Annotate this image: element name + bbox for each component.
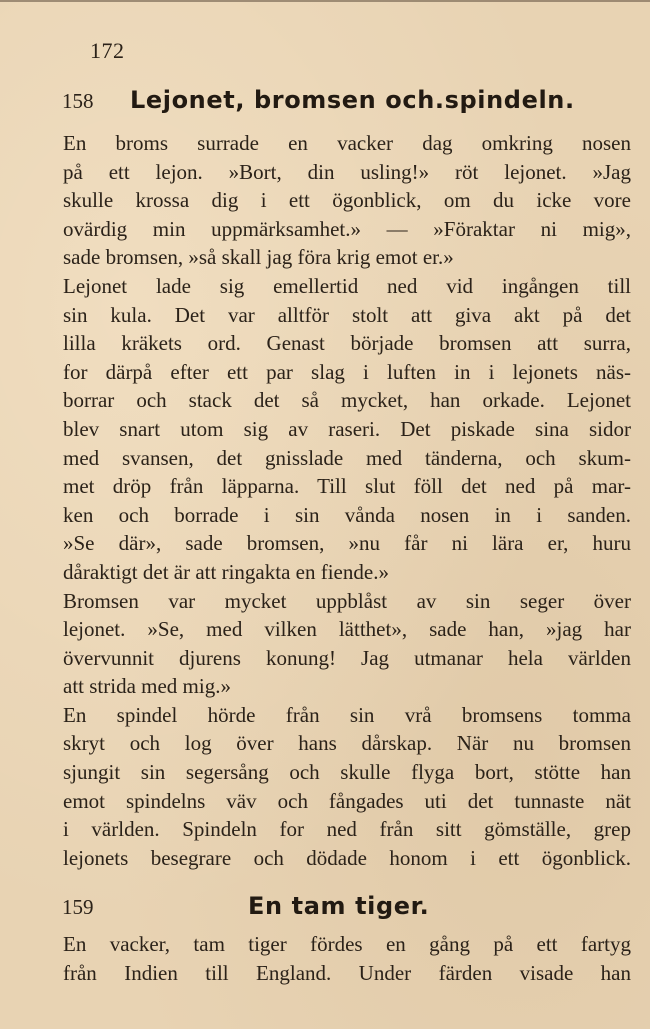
text-line: emot spindelns väv och fångades uti det tunnaste nät — [63, 788, 631, 813]
text-line: skryt och log över hans dårskap. När nu bromsen — [63, 731, 631, 756]
text-line: Bromsen var mycket uppblåst av sin seger över — [63, 588, 631, 613]
page-number: 172 — [90, 38, 125, 63]
text-line: for därpå efter ett par slag i luften in i lejonets näs- — [63, 359, 631, 384]
text-line: met dröp från läpparna. Till slut föll det ned på mar- — [63, 474, 631, 499]
text-line: borrar och stack det så mycket, han orkade. Lejonet — [63, 388, 631, 413]
section-title: En tam tiger. — [248, 892, 430, 920]
text-line: skulle krossa dig i ett ögonblick, om du icke vore — [63, 188, 631, 213]
section-heading-159 — [62, 892, 622, 920]
text-line: ken och borrade i sin vånda nosen in i sanden. — [63, 502, 631, 527]
text-line: att strida med mig.» — [63, 674, 231, 699]
text-line: lejonet. »Se, med vilken lätthet», sade han, »jag har — [63, 617, 631, 642]
section-body-158 — [63, 129, 631, 872]
text-line: En spindel hörde från sin vrå bromsens tomma — [63, 702, 631, 727]
page-top-rule — [0, 0, 650, 2]
section-title: Lejonet, bromsen och.spindeln. — [130, 86, 575, 114]
text-line: övervunnit djurens konung! Jag utmanar hela världen — [63, 645, 631, 670]
text-line: från Indien till England. Under färden visade han — [63, 960, 631, 985]
text-line: sin kula. Det var alltför stolt att giva akt på det — [63, 302, 631, 327]
text-line: på ett lejon. »Bort, din usling!» röt lejonet. »Jag — [63, 159, 631, 184]
text-line: blev snart utom sig av raseri. Det piskade sina sidor — [63, 416, 631, 441]
text-line: sade bromsen, »så skall jag föra krig emot er.» — [63, 245, 454, 270]
text-line: lejonets besegrare och dödade honom i ett ögonblick. — [63, 845, 631, 870]
text-line: lilla kräkets ord. Genast började bromsen att surra, — [63, 331, 631, 356]
text-line: ovärdig min uppmärksamhet.» — »Föraktar ni mig», — [63, 216, 631, 241]
text-line: med svansen, det gnisslade med tänderna, och skum- — [63, 445, 631, 470]
text-line: Lejonet lade sig emellertid ned vid ingången till — [63, 273, 631, 298]
text-line: sjungit sin segersång och skulle flyga bort, stötte han — [63, 760, 631, 785]
section-number: 158 — [62, 89, 94, 113]
text-line: i världen. Spindeln for ned från sitt gömställe, grep — [63, 817, 631, 842]
text-line: »Se där», sade bromsen, »nu får ni lära er, huru — [63, 531, 631, 556]
text-line: dåraktigt det är att ringakta en fiende.» — [63, 559, 389, 584]
section-body-159 — [63, 930, 631, 987]
section-number: 159 — [62, 895, 94, 919]
text-line: En vacker, tam tiger fördes en gång på ett fartyg — [63, 932, 631, 956]
section-heading-158 — [62, 86, 622, 114]
text-line: En broms surrade en vacker dag omkring nosen — [63, 131, 631, 155]
